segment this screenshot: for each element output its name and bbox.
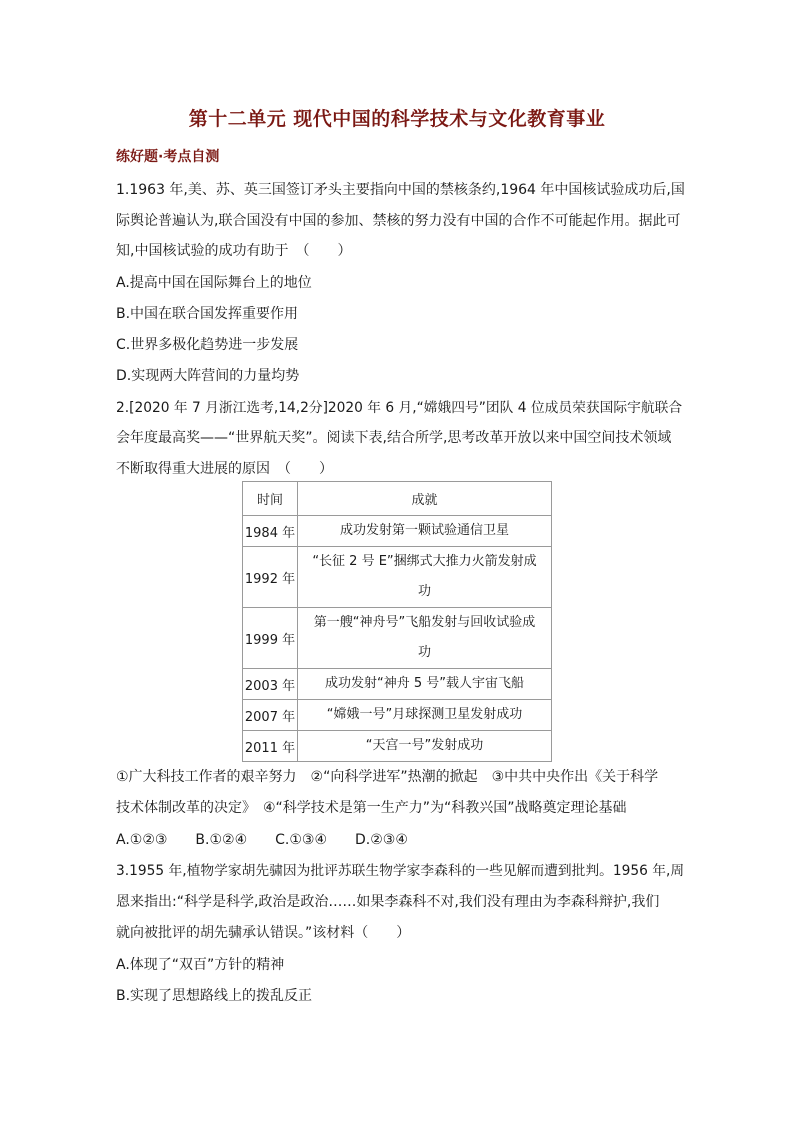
table-row [243,731,552,762]
q3-option-a: A.体现了“双百”方针的精神 [116,957,285,973]
q1-stem-line-2: 际舆论普遍认为,联合国没有中国的参加、禁核的努力没有中国的合作不可能起作用。据此可 [116,213,681,229]
table-cell-achievement [298,547,552,608]
q1-option-d: D.实现两大阵营间的力量均势 [116,368,300,384]
section-heading: 练好题·考点自测 [116,149,220,165]
table-row [243,608,552,669]
table-cell-achievement [298,731,552,762]
q2-statements-line-2: 技术体制改革的决定》 ④“科学技术是第一生产力”为“科教兴国”战略奠定理论基础 [116,800,627,816]
table-row [243,700,552,731]
achievement-line: 功 [417,645,431,660]
q2-stem-line-2: 会年度最高奖——“世界航天奖”。阅读下表,结合所学,思考改革开放以来中国空间技术领域 [116,430,672,446]
table-cell-year: 2007 年 [243,700,298,731]
q3-option-b: B.实现了思想路线上的拨乱反正 [116,988,313,1004]
achievement-line: 成功发射“神舟 5 号”载人宇宙飞船 [324,676,524,691]
table-row [243,669,552,700]
q2-options: A.①②③ B.①②④ C.①③④ D.②③④ [116,832,408,848]
q1-option-a: A.提高中国在国际舞台上的地位 [116,275,312,291]
table-cell-year: 1992 年 [243,547,298,608]
q1-stem-line-3: 知,中国核试验的成功有助于 （ ） [116,243,352,259]
q3-stem-line-3: 就向被批评的胡先骕承认错误。”该材料（ ） [116,925,411,941]
achievement-line: “长征 2 号 E”捆绑式大推力火箭发射成 [312,554,537,569]
table-row [243,547,552,608]
table-cell-year: 1984 年 [243,516,298,547]
achievement-line: 第一艘“神舟号”飞船发射与回收试验成 [313,615,536,630]
table-cell-achievement [298,700,552,731]
q1-stem-line-1: 1.1963 年,美、苏、英三国签订矛头主要指向中国的禁核条约,1964 年中国核试验成功后,国 [116,182,685,198]
achievements-table [242,481,552,762]
table-header-row [243,482,552,516]
q2-statements-line-1: ①广大科技工作者的艰辛努力 ②“向科学进军”热潮的掀起 ③中共中央作出《关于科学 [116,769,659,785]
achievement-line: 功 [417,584,431,599]
table-row [243,516,552,547]
table-cell-achievement [298,516,552,547]
table-cell-year: 1999 年 [243,608,298,669]
q1-option-c: C.世界多极化趋势进一步发展 [116,337,299,353]
table-header-achievement: 成就 [298,482,552,516]
q3-stem-line-2: 恩来指出:“科学是科学,政治是政治……如果李森科不对,我们没有理由为李森科辩护,我们 [116,894,660,910]
achievement-line: 成功发射第一颗试验通信卫星 [339,523,509,538]
q2-stem-line-1: 2.[2020 年 7 月浙江选考,14,2分]2020 年 6 月,“嫦娥四号”团队 4 位成员荣获国际宇航联合 [116,400,683,416]
achievement-line: “嫦娥一号”月球探测卫星发射成功 [326,707,523,722]
table-header-time: 时间 [243,482,298,516]
table-cell-achievement [298,608,552,669]
q1-option-b: B.中国在联合国发挥重要作用 [116,306,299,322]
achievement-line: “天宫一号”发射成功 [365,738,484,753]
page-title: 第十二单元 现代中国的科学技术与文化教育事业 [188,108,606,130]
table-cell-achievement [298,669,552,700]
q3-stem-line-1: 3.1955 年,植物学家胡先骕因为批评苏联生物学家李森科的一些见解而遭到批判。1956 年,周 [116,863,685,879]
q2-stem-line-3: 不断取得重大进展的原因 （ ） [116,461,333,477]
table-cell-year: 2011 年 [243,731,298,762]
table-cell-year: 2003 年 [243,669,298,700]
